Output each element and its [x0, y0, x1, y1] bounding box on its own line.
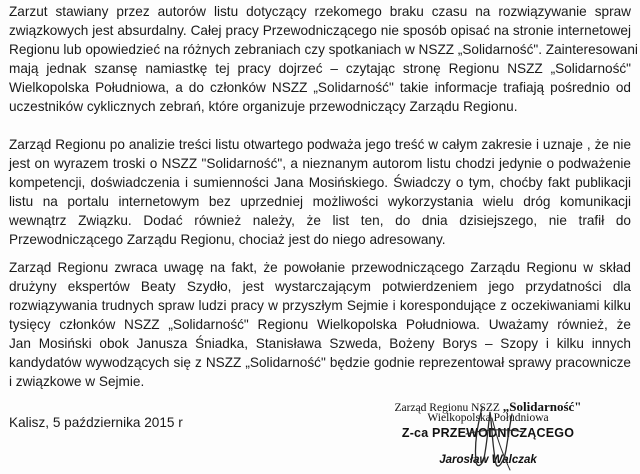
handwritten-signature [452, 404, 542, 474]
text-line: Zarząd Regionu po analizie treści listu otwartego podważa jego treść w całym zakresie i uznaje , że nie [9, 137, 631, 152]
text-line: Jan Mosiński obok Janusza Śniadka, Stanisława Szweda, Bożeny Borys – Szopy i kilku innych [9, 336, 631, 351]
text-line: mają jednak szansę namiastkę tej pracy dojrzeć – czytając stronę Regionu NSZZ „Solidarność" [9, 61, 631, 76]
text-line: Zarzut stawiany przez autorów listu dotyczący rzekomego braku czasu na rozwiązywanie spraw [9, 4, 631, 19]
text-line: rozwiązywania trudnych spraw ludzi pracy w przyszłym Sejmie i korespondujące z oczekiwaniami kilku [9, 298, 631, 313]
paragraph-1 [9, 2, 638, 116]
date-line: Kalisz, 5 października 2015 r [9, 415, 183, 430]
text-line: kandydatów wywodzących się z NSZZ „Solidarność" będzie godnie reprezentował sprawy pracownicze [9, 355, 631, 370]
text-line: listu na portalu internetowym bez uprzedniej możliwości wykorzystania wielu dróg komunikacji [9, 194, 631, 209]
stamp-region: Wielkopolska Południowa [427, 412, 549, 424]
stamp-org-name: „Solidarność" [502, 399, 582, 414]
text-line: kompetencji, doświadczenia i sumienności Jana Mosińskiego. Świadczy o tym, choćby fakt publikacji [9, 175, 631, 190]
text-line: Przewodniczącego Zarządu Regionu, chociaż jest do niego adresowany. [9, 232, 446, 247]
text-line: uczestników cyklicznych zebrań, które organizuje przewodniczący Zarządu Regionu. [9, 99, 518, 114]
text-line: tysięcy członków NSZZ „Solidarność" Regionu Wielkopolska Południowa. Uważamy również, że [9, 317, 631, 332]
stamp-position: Z-ca PRZEWODNICZĄCEGO [401, 426, 575, 440]
text-line: Regionu lub opowiedzieć na różnych zebraniach czy spotkaniach w NSZZ „Solidarność". Zainteresowani [9, 42, 638, 57]
stamp-org-prefix: Zarząd Regionu NSZZ [394, 402, 500, 414]
text-line: Zarząd Regionu zwraca uwagę na fakt, że powołanie przewodniczącego Zarządu Regionu w skład [9, 260, 631, 275]
paragraph-2 [9, 135, 631, 249]
stamp-signatory: Jarosław Walczak [439, 454, 537, 466]
text-line: drużyny ekspertów Beaty Szydło, jest wystarczającym potwierdzeniem jego przydatności dla [9, 279, 631, 294]
text-line: związkowych jest absurdalny. Całej pracy Przewodniczącego nie sposób opisać na stronie internetowej [9, 23, 631, 38]
text-line: jest on wyrazem troski o NSZZ "Solidarność", a nieznanym autorom listu chodzi jedynie o podważenie [9, 156, 631, 171]
text-line: wewnątrz Związku. Dodać również należy, że list ten, do dnia dzisiejszego, nie trafił do [9, 213, 631, 228]
paragraph-3 [9, 258, 631, 391]
text-line: i związkowe w Sejmie. [9, 374, 145, 389]
text-line: Wielkopolska Południowa, a do członków NSZZ „Solidarność" takie informacje trafiają pośrednio od [9, 80, 631, 95]
